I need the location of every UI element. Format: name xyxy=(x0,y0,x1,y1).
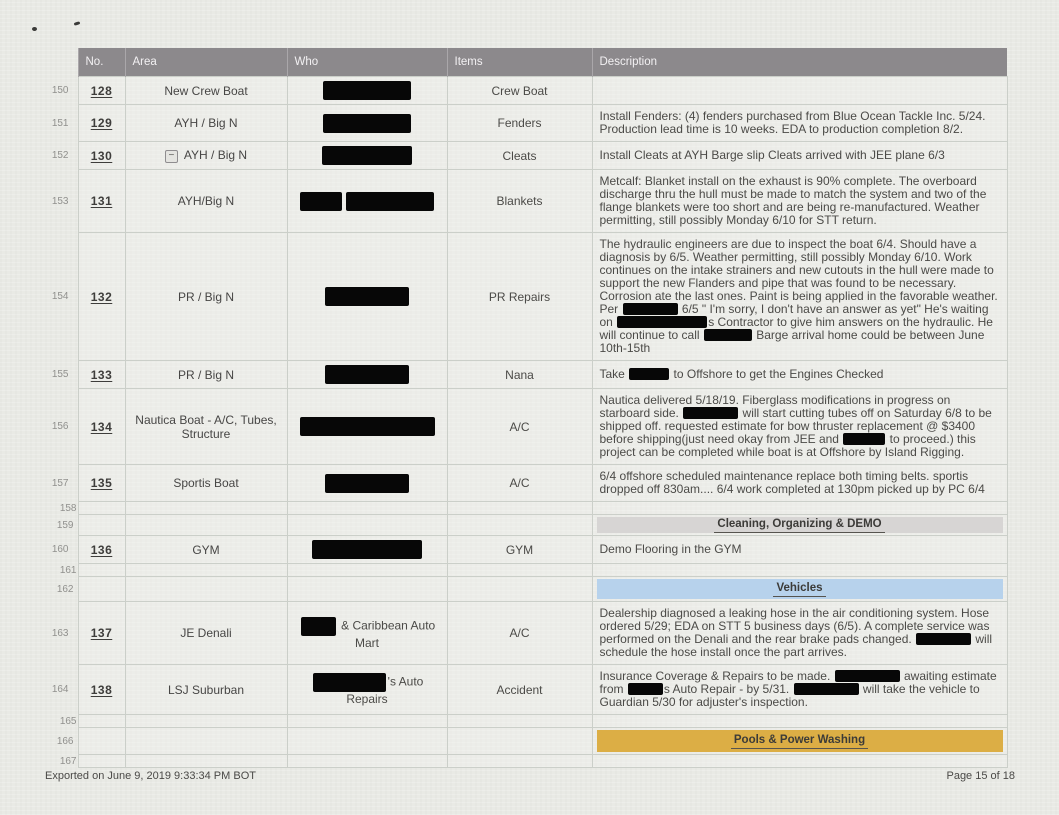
section-label: Cleaning, Organizing & DEMO xyxy=(714,518,884,533)
redaction-box xyxy=(313,673,386,692)
cell-desc xyxy=(592,602,1007,665)
redaction-box xyxy=(301,617,336,636)
section-row xyxy=(40,577,1007,602)
cell-items: Fenders xyxy=(447,105,592,142)
row-number: 165 xyxy=(59,715,77,727)
desc-text: 6/5 " I'm sorry, I don't have an answer as yet" He's waiting on xyxy=(599,302,989,329)
desc-text: to proceed.) this project can be completed while boat is at Offshore by Island Rigging. xyxy=(599,432,976,459)
desc-text: awaiting estimate from xyxy=(599,669,997,696)
area-text: PR / Big N xyxy=(177,367,234,382)
cell-area xyxy=(125,577,287,602)
table-row xyxy=(40,105,1007,142)
cell-no xyxy=(78,142,125,170)
desc-text: Dealership diagnosed a leaking hose in the air conditioning system. Hose ordered 5/29; EDA on STT 5 business days (6/5). A complete service was performed on the Denali and the rear brake pads changed. xyxy=(599,606,990,646)
cell-no xyxy=(78,502,125,515)
cell-desc xyxy=(592,536,1007,564)
cell-desc xyxy=(592,77,1007,105)
cell-area xyxy=(125,755,287,768)
cell-items: Cleats xyxy=(447,142,592,170)
column-header-items: Items xyxy=(447,48,592,77)
cell-no xyxy=(78,665,125,715)
cell-area xyxy=(125,389,287,465)
cell-no xyxy=(78,233,125,361)
scan-artifact-dot xyxy=(32,27,37,31)
report-table xyxy=(40,48,1008,768)
desc-text: Barge arrival home could be between June 10th-15th xyxy=(599,328,985,355)
table-row xyxy=(40,142,1007,170)
row-number: 153 xyxy=(51,195,69,207)
who-text: 's Auto Repairs xyxy=(346,674,424,706)
cell-who xyxy=(287,233,447,361)
desc-text: s Contractor to give him answers on the hydraulic. He will continue to call xyxy=(599,315,993,342)
desc-text: to Offshore to get the Engines Checked xyxy=(670,367,884,381)
cell-desc xyxy=(592,170,1007,233)
cell-area xyxy=(125,536,287,564)
row-number: 162 xyxy=(56,583,74,595)
redaction-box xyxy=(300,192,342,211)
cell-no xyxy=(78,77,125,105)
section-label: Pools & Power Washing xyxy=(731,734,868,749)
desc-text: The hydraulic engineers are due to inspect the boat 6/4. Should have a diagnosis by 6/5. Weather permitting, still possibly Monday 6/10. Work continues on the intake strainers and new cutouts in the hull were made to support the new Flanders and pipe that was found to be necessary. Corrosion ate the last ones. Paint is being applied in the favorable weather. Per xyxy=(599,237,998,316)
redaction-box xyxy=(704,329,752,341)
cell-who xyxy=(287,105,447,142)
cell-no xyxy=(78,465,125,502)
cell-area xyxy=(125,665,287,715)
column-header-area: Area xyxy=(125,48,287,77)
cell-no xyxy=(78,361,125,389)
table-row xyxy=(40,233,1007,361)
cell-who xyxy=(287,536,447,564)
cell-desc xyxy=(592,389,1007,465)
cell-desc xyxy=(592,502,1007,515)
task-number: 129 xyxy=(90,116,113,130)
area-text: Nautica Boat - A/C, Tubes, Structure xyxy=(135,412,277,441)
collapse-minus-icon: − xyxy=(165,150,178,163)
table-row xyxy=(40,465,1007,502)
cell-items: Crew Boat xyxy=(447,77,592,105)
redaction-box xyxy=(322,146,412,165)
row-number: 160 xyxy=(51,544,69,555)
redaction-box xyxy=(629,368,669,380)
cell-no xyxy=(78,602,125,665)
desc-text: will schedule the hose install once the part arrives. xyxy=(599,632,993,659)
table-row xyxy=(40,361,1007,389)
cell-no xyxy=(78,170,125,233)
redaction-box xyxy=(835,670,900,682)
section-band-blue xyxy=(597,579,1003,599)
cell-who xyxy=(287,142,447,170)
cell-items xyxy=(447,564,592,577)
desc-text: will start cutting tubes off on Saturday 6/8 to be shipped off. requested estimate for bow thruster replacement @ $3400 before shipping(just need okay from JEE and xyxy=(599,406,992,446)
cell-who xyxy=(287,77,447,105)
redaction-box xyxy=(683,407,738,419)
task-number: 136 xyxy=(90,542,113,557)
cell-items: Nana xyxy=(447,361,592,389)
task-number: 138 xyxy=(90,682,113,697)
row-number: 155 xyxy=(51,369,69,380)
cell-no xyxy=(78,577,125,602)
row-number: 164 xyxy=(51,684,69,695)
cell-desc xyxy=(592,142,1007,170)
cell-who xyxy=(287,577,447,602)
area-text: GYM xyxy=(192,542,220,557)
cell-area xyxy=(125,564,287,577)
cell-area xyxy=(125,77,287,105)
task-number: 131 xyxy=(90,194,113,208)
row-number: 157 xyxy=(51,477,69,489)
row-number: 167 xyxy=(59,755,77,767)
cell-items xyxy=(447,755,592,768)
spacer-row xyxy=(40,564,1007,577)
scan-artifact-dot xyxy=(74,21,81,25)
cell-desc xyxy=(592,465,1007,502)
redaction-box xyxy=(628,683,663,695)
redaction-box xyxy=(325,365,409,384)
cell-no xyxy=(78,715,125,728)
table-row xyxy=(40,602,1007,665)
cell-items: A/C xyxy=(447,465,592,502)
table-row xyxy=(40,77,1007,105)
spacer-row xyxy=(40,755,1007,768)
cell-desc xyxy=(592,564,1007,577)
cell-items xyxy=(447,502,592,515)
cell-desc xyxy=(592,233,1007,361)
row-number: 151 xyxy=(51,117,69,129)
spacer-row xyxy=(40,502,1007,515)
table-row xyxy=(40,536,1007,564)
cell-desc xyxy=(592,515,1007,536)
cell-area xyxy=(125,233,287,361)
cell-area xyxy=(125,502,287,515)
cell-no xyxy=(78,389,125,465)
redaction-box xyxy=(617,316,707,328)
row-number: 158 xyxy=(59,502,77,514)
who-text: & Caribbean Auto Mart xyxy=(337,618,436,650)
task-number: 132 xyxy=(90,289,113,304)
cell-items: Blankets xyxy=(447,170,592,233)
section-band-gold xyxy=(597,730,1003,752)
cell-desc xyxy=(592,665,1007,715)
cell-area xyxy=(125,105,287,142)
task-number: 128 xyxy=(90,83,113,98)
cell-who xyxy=(287,170,447,233)
desc-text: 6/4 offshore scheduled maintenance replace both timing belts. sportis dropped off 830am.... 6/4 work completed at 130pm picked up by PC 6/4 xyxy=(599,469,985,496)
cell-area xyxy=(125,602,287,665)
cell-area xyxy=(125,361,287,389)
area-text: AYH/Big N xyxy=(177,194,235,208)
task-number: 137 xyxy=(90,626,113,640)
cell-no xyxy=(78,105,125,142)
redaction-box xyxy=(346,192,434,211)
desc-text: Install Fenders: (4) fenders purchased from Blue Ocean Tackle Inc. 5/24. Production lead time is 10 weeks. EDA to production completion 8/2. xyxy=(599,109,986,136)
task-number: 130 xyxy=(90,148,113,163)
export-timestamp: Exported on June 9, 2019 9:33:34 PM BOT xyxy=(45,770,256,782)
cell-area xyxy=(125,715,287,728)
cell-who xyxy=(287,715,447,728)
cell-area xyxy=(125,170,287,233)
redaction-box xyxy=(323,81,411,100)
row-number: 152 xyxy=(51,150,69,161)
cell-desc xyxy=(592,361,1007,389)
header-row xyxy=(40,48,1007,77)
cell-no xyxy=(78,564,125,577)
desc-text: will take the vehicle to Guardian 5/30 for adjuster's inspection. xyxy=(599,682,980,709)
column-header-no: No. xyxy=(78,48,125,77)
table-row xyxy=(40,665,1007,715)
cell-who xyxy=(287,602,447,665)
page-number: Page 15 of 18 xyxy=(946,770,1015,782)
area-text: JE Denali xyxy=(180,626,232,640)
cell-who xyxy=(287,564,447,577)
cell-items: GYM xyxy=(447,536,592,564)
cell-desc xyxy=(592,105,1007,142)
row-number: 154 xyxy=(51,291,69,302)
redaction-box xyxy=(300,417,435,436)
cell-items xyxy=(447,728,592,755)
redaction-box xyxy=(623,303,678,315)
section-row xyxy=(40,515,1007,536)
cell-items: A/C xyxy=(447,389,592,465)
cell-no xyxy=(78,728,125,755)
area-text: Sportis Boat xyxy=(173,476,239,490)
redaction-box xyxy=(323,114,411,133)
table-body xyxy=(40,77,1007,768)
area-text: LSJ Suburban xyxy=(167,682,245,697)
cell-desc xyxy=(592,577,1007,602)
redaction-box xyxy=(312,540,422,559)
table-row xyxy=(40,170,1007,233)
table-row xyxy=(40,389,1007,465)
desc-text: Install Cleats at AYH Barge slip Cleats arrived with JEE plane 6/3 xyxy=(599,148,945,162)
cell-items xyxy=(447,577,592,602)
cell-items: Accident xyxy=(447,665,592,715)
area-text: AYH / Big N xyxy=(183,148,248,162)
task-number: 133 xyxy=(90,367,113,382)
section-row xyxy=(40,728,1007,755)
cell-items xyxy=(447,715,592,728)
desc-text: Nautica delivered 5/18/19. Fiberglass modifications in progress on starboard side. xyxy=(599,393,951,420)
cell-no xyxy=(78,515,125,536)
column-header-who: Who xyxy=(287,48,447,77)
redaction-box xyxy=(325,474,409,493)
redaction-box xyxy=(916,633,971,645)
row-number: 163 xyxy=(51,627,69,639)
row-number: 150 xyxy=(51,85,69,96)
area-text: AYH / Big N xyxy=(174,116,238,130)
cell-items: A/C xyxy=(447,602,592,665)
redaction-box xyxy=(794,683,859,695)
cell-desc xyxy=(592,715,1007,728)
desc-text: Metcalf: Blanket install on the exhaust is 90% complete. The overboard discharge thru the hull must be made to match the system and two of the flange blankets were too short and are being re-manufactured. Weather permitting, still possibly Monday 6/10 for STT return. xyxy=(599,174,987,227)
cell-who xyxy=(287,515,447,536)
cell-who xyxy=(287,465,447,502)
redaction-box xyxy=(325,287,409,306)
column-header-description: Description xyxy=(592,48,1007,77)
cell-who xyxy=(287,389,447,465)
area-text: New Crew Boat xyxy=(164,83,248,98)
section-band-gray xyxy=(597,517,1003,533)
cell-area xyxy=(125,728,287,755)
cell-area xyxy=(125,465,287,502)
cell-items xyxy=(447,515,592,536)
desc-text: s Auto Repair - by 5/31. xyxy=(663,682,793,696)
cell-desc xyxy=(592,728,1007,755)
section-label: Vehicles xyxy=(773,582,825,597)
cell-desc xyxy=(592,755,1007,768)
row-number: 161 xyxy=(59,564,77,576)
cell-who xyxy=(287,728,447,755)
row-number: 156 xyxy=(51,421,69,432)
area-text: PR / Big N xyxy=(177,289,234,304)
desc-text: Demo Flooring in the GYM xyxy=(599,542,742,556)
row-number: 159 xyxy=(56,519,74,531)
desc-text: Take xyxy=(599,367,629,381)
task-number: 135 xyxy=(90,476,113,490)
task-number: 134 xyxy=(90,419,113,434)
cell-area xyxy=(125,515,287,536)
cell-who xyxy=(287,755,447,768)
row-number: 166 xyxy=(56,735,74,747)
cell-no xyxy=(78,755,125,768)
cell-no xyxy=(78,536,125,564)
cell-who xyxy=(287,361,447,389)
header-gutter xyxy=(40,48,78,77)
cell-items: PR Repairs xyxy=(447,233,592,361)
cell-who xyxy=(287,502,447,515)
desc-text: Insurance Coverage & Repairs to be made. xyxy=(599,669,834,683)
cell-area xyxy=(125,142,287,170)
spacer-row xyxy=(40,715,1007,728)
cell-who xyxy=(287,665,447,715)
redaction-box xyxy=(843,433,885,445)
